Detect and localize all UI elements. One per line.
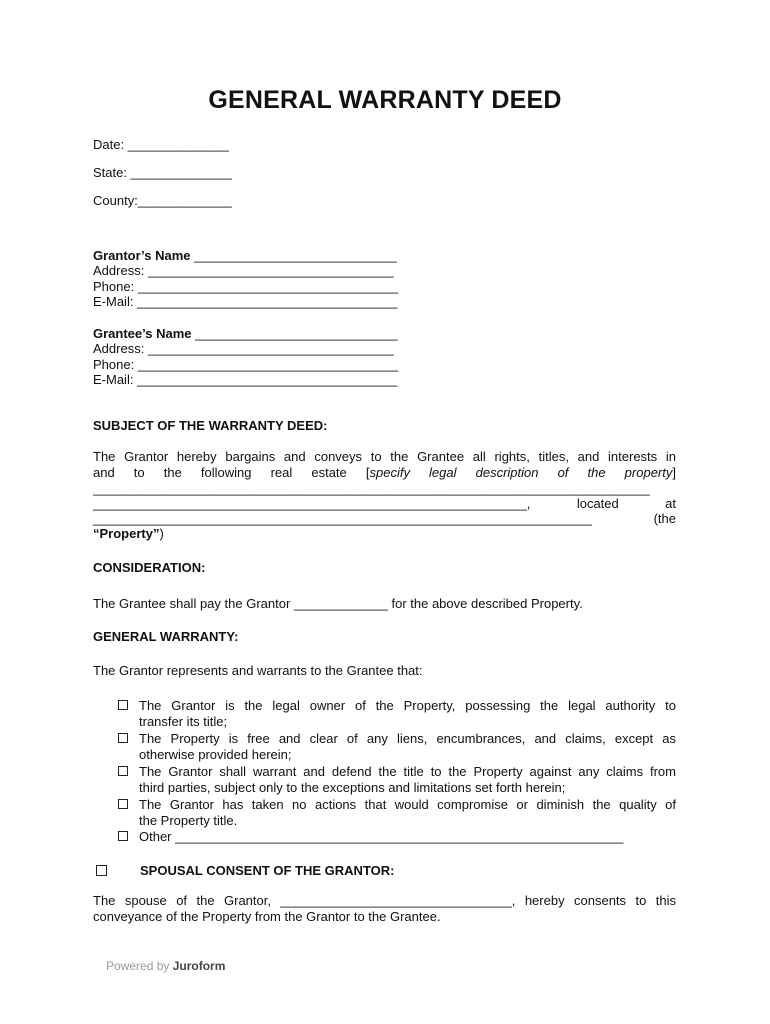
checkbox[interactable]: [118, 733, 128, 743]
subject-line-2-italic: specify legal description of the property: [369, 465, 673, 480]
warranty-item-other: [118, 829, 676, 845]
warranty-item-1: [118, 698, 676, 730]
grantor-name-label: Grantor’s Name: [93, 248, 191, 263]
county-field[interactable]: County:_____________: [93, 193, 232, 208]
subject-line-4[interactable]: ____________________________________________________________, located at: [93, 496, 676, 511]
property-term-end: ): [159, 526, 164, 541]
grantor-address-field[interactable]: Address: __________________________________: [93, 263, 394, 278]
checkbox[interactable]: [118, 831, 128, 841]
other-field[interactable]: Other ______________________________________________________________: [139, 829, 624, 844]
warranty-item-text-cont: transfer its title;: [139, 714, 228, 729]
subject-line-1: The Grantor hereby bargains and conveys to the Grantee all rights, titles, and interests in: [93, 449, 676, 464]
grantee-name-field[interactable]: ____________________________: [191, 326, 398, 341]
subject-line-2-end: ]: [672, 465, 676, 480]
consideration-text: The Grantee shall pay the Grantor _____________ for the above described Property.: [93, 596, 583, 611]
document-title: GENERAL WARRANTY DEED: [208, 86, 562, 114]
subject-line-6: [93, 526, 164, 542]
powered-by-footer: [106, 959, 225, 973]
checkbox[interactable]: [118, 700, 128, 710]
checkbox[interactable]: [118, 799, 128, 809]
grantor-name-field[interactable]: ____________________________: [190, 248, 397, 263]
warranty-item-4: [118, 797, 676, 829]
warranty-item-3: [118, 764, 676, 796]
grantor-name-row: [93, 248, 397, 264]
warranty-item-text: The Grantor is the legal owner of the Property, possessing the legal authority to: [139, 698, 676, 713]
property-term: “Property”: [93, 526, 160, 541]
warranty-item-text-cont: third parties, subject only to the exceptions and limitations set forth herein;: [139, 780, 566, 795]
spousal-consent-checkbox[interactable]: [96, 865, 107, 876]
grantee-name-label: Grantee’s Name: [93, 326, 192, 341]
grantee-phone-field[interactable]: Phone: ____________________________________: [93, 357, 399, 372]
general-warranty-heading: GENERAL WARRANTY:: [93, 629, 239, 644]
warranty-item-text-cont: the Property title.: [139, 813, 238, 828]
grantor-phone-field[interactable]: Phone: ____________________________________: [93, 279, 399, 294]
warranty-item-text: The Property is free and clear of any liens, encumbrances, and claims, except as: [139, 731, 676, 746]
juroform-logo[interactable]: Juroform: [172, 959, 226, 973]
warranty-item-text: The Grantor has taken no actions that would compromise or diminish the quality of: [139, 797, 676, 812]
consideration-heading: CONSIDERATION:: [93, 560, 206, 575]
legal-description-field[interactable]: _____________________________________________________________________________: [93, 481, 650, 496]
general-warranty-intro: The Grantor represents and warrants to the Grantee that:: [93, 663, 423, 678]
grantor-email-field[interactable]: E-Mail: ____________________________________: [93, 294, 398, 309]
subject-line-2-start: and to the following real estate [: [93, 465, 370, 480]
checkbox[interactable]: [118, 766, 128, 776]
grantee-name-row: [93, 326, 398, 342]
spousal-consent-heading: SPOUSAL CONSENT OF THE GRANTOR:: [140, 863, 395, 878]
spousal-consent-line-2: conveyance of the Property from the Grantor to the Grantee.: [93, 909, 441, 924]
warranty-item-text-cont: otherwise provided herein;: [139, 747, 292, 762]
powered-by-label: Powered by: [106, 959, 173, 973]
grantee-address-field[interactable]: Address: __________________________________: [93, 341, 394, 356]
subject-line-5[interactable]: _____________________________________________________________________ (the: [93, 511, 676, 526]
warranty-item-2: [118, 731, 676, 763]
warranty-item-text: The Grantor shall warrant and defend the title to the Property against any claims from: [139, 764, 676, 779]
state-field[interactable]: State: ______________: [93, 165, 232, 180]
grantee-email-field[interactable]: E-Mail: ____________________________________: [93, 372, 398, 387]
subject-heading: SUBJECT OF THE WARRANTY DEED:: [93, 418, 328, 433]
subject-line-2: [93, 465, 676, 481]
spousal-consent-line-1[interactable]: The spouse of the Grantor, ________________________________, hereby consents to this: [93, 893, 676, 908]
date-field[interactable]: Date: ______________: [93, 137, 229, 152]
